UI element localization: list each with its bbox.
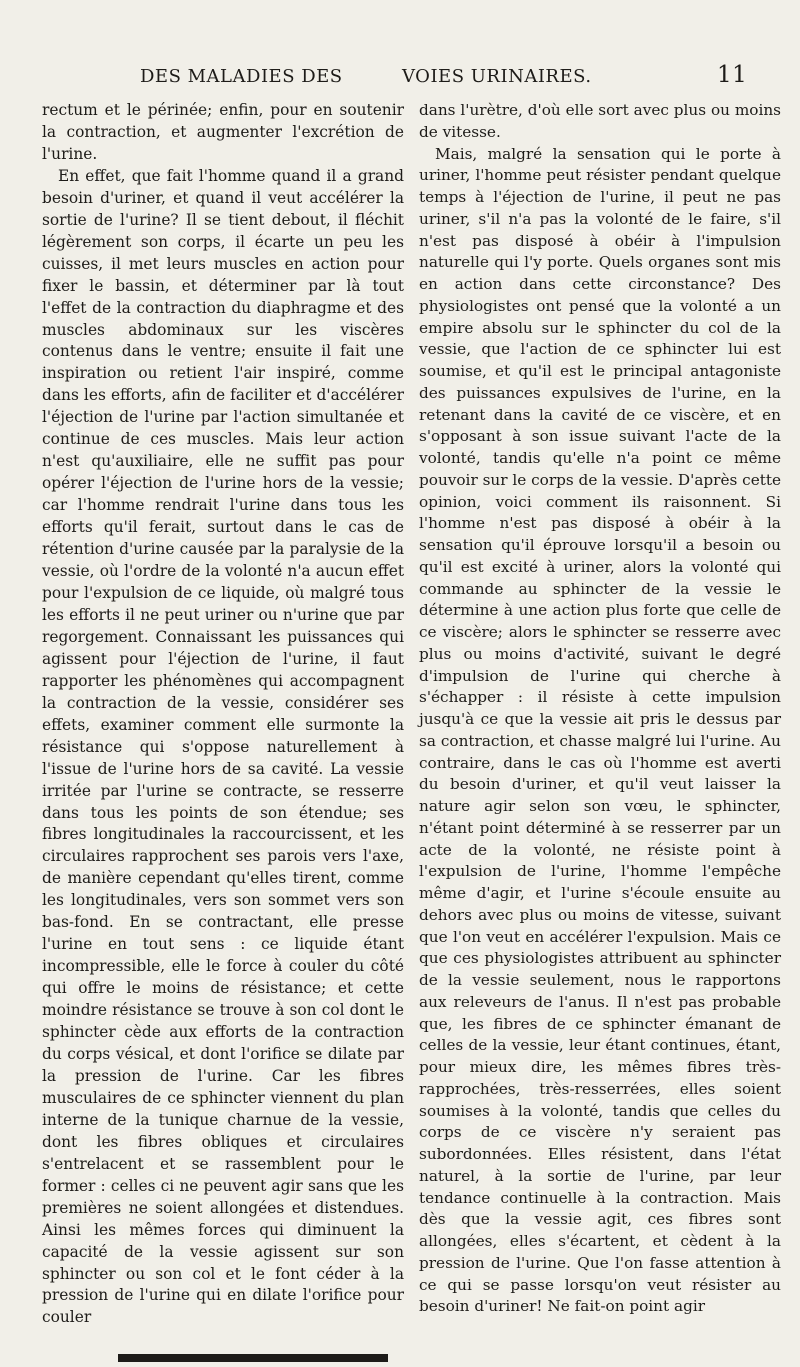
left-column — [42, 100, 404, 1329]
bottom-edge-mark — [118, 1354, 388, 1362]
right-column — [419, 100, 781, 1318]
paragraph: rectum et le périnée; enfin, pour en soutenir la contraction, et augmenter l'excrétion de l'urine. — [42, 101, 404, 163]
paragraph: En effet, que fait l'homme quand il a grand besoin d'uriner, et quand il veut accélérer la sortie de l'urine? Il se tient debout, il fléchit légèrement son corps, il écarte un peu les cuisses, il met leurs muscles en action pour fixer le bassin, et déterminer par là tout l'effet de la contraction du diaphragme et des muscles abdominaux sur les viscères contenus dans le ventre; ensuite il fait une inspiration ou retient l'air inspiré, comme dans les efforts, afin de faciliter et d'accélérer l'éjection de l'urine par l'action simultanée et continue de ces muscles. Mais leur action n'est qu'auxiliaire, elle ne suffit pas pour opérer l'éjection de l'urine hors de la vessie; car l'homme rendrait l'urine dans tous les efforts qu'il ferait, surtout dans le cas de rétention d'urine causée par la paralysie de la vessie, où l'ordre de la volonté n'a aucun effet pour l'expulsion de ce liquide, où malgré tous les efforts il ne peut uriner ou n'urine que par regorgement. Connaissant les puissances qui agissent pour l'éjection de l'urine, il faut rapporter les phénomènes qui accompagnent la contraction de la vessie, considérer ses effets, examiner comment elle surmonte la résistance qui s'oppose naturellement à l'issue de l'urine hors de sa cavité. La vessie irritée par l'urine se contracte, se resserre dans tous les points de son étendue; ses fibres longitudinales la raccourcissent, et les circulaires rapprochent ses parois vers l'axe, de manière cependant qu'elles tirent, comme les longitudinales, vers son sommet vers son bas-fond. En se contractant, elle presse l'urine en tout sens : ce liquide étant incompressible, elle le force à couler du côté qui offre le moins de résistance; et cette moindre résistance se trouve à son col dont le sphincter cède aux efforts de la contraction du corps vésical, et dont l'orifice se dilate par la pression de l'urine. Car les fibres musculaires de ce sphincter viennent du plan interne de la tunique charnue de la vessie, dont les fibres obliques et circulaires s'entrelacent et se rassemblent pour le former : celles ci ne peuvent agir sans que les premières ne soient allongées et distendues. Ainsi les mêmes forces qui diminuent la capacité de la vessie agissent sur son sphincter ou son col et le font céder à la pression de l'urine qui en dilate l'orifice pour couler — [42, 166, 404, 1327]
running-head-left: DES MALADIES DES — [140, 66, 343, 87]
running-head-right: VOIES URINAIRES. — [402, 66, 592, 87]
paragraph: dans l'urètre, d'où elle sort avec plus ou moins de vitesse. — [419, 101, 781, 141]
paragraph: Mais, malgré la sensation qui le porte à uriner, l'homme peut résister pendant quelque temps à l'éjection de l'urine, il peut ne pas uriner, s'il n'a pas la volonté de le faire, s'il n'est pas disposé à obéir à l'impulsion naturelle qui l'y porte. Quels organes sont mis en action dans cette circonstance? Des physiologistes ont pensé que la volonté a un empire absolu sur le sphincter du col de la vessie, que l'action de ce sphincter lui est soumise, et qu'il est le principal antagoniste des puissances expulsives de l'urine, en la retenant dans la cavité de ce viscère, et en s'opposant à son issue suivant l'acte de la volonté, tandis qu'elle n'a point ce même pouvoir sur le corps de la vessie. D'après cette opinion, voici comment ils raisonnent. Si l'homme n'est pas disposé à obéir à la sensation qu'il éprouve lorsqu'il a besoin ou qu'il est excité à uriner, alors la volonté qui commande au sphincter de la vessie le détermine à une action plus forte que celle de ce viscère; alors le sphincter se resserre avec plus ou moins d'activité, suivant le degré d'impulsion de l'urine qui cherche à s'échapper : il résiste à cette impulsion jusqu'à ce que la vessie ait pris le dessus par sa contraction, et chasse malgré lui l'urine. Au contraire, dans le cas où l'homme est averti du besoin d'uriner, et qu'il veut laisser la nature agir selon son vœu, le sphincter, n'étant point déterminé à se resserrer par un acte de la volonté, ne résiste point à l'expulsion de l'urine, l'homme l'empêche même d'agir, et l'urine s'écoule ensuite au dehors avec plus ou moins de vitesse, suivant que l'on veut en accélérer l'expulsion. Mais ce que ces physiologistes attribuent au sphincter de la vessie seulement, nous le rapportons aux releveurs de l'anus. Il n'est pas probable que, les fibres de ce sphincter émanant de celles de la vessie, leur étant continues, étant, pour mieux dire, les mêmes fibres très-rapprochées, très-resserrées, elles soient soumises à la volonté, tandis que celles du corps de ce viscère n'y seraient pas subordonnées. Elles résistent, dans l'état naturel, à la sortie de l'urine, par leur tendance continuelle à la contraction. Mais dès que la vessie agit, ces fibres sont allongées, elles s'écartent, et cèdent à la pression de l'urine. Que l'on fasse attention à ce qui se passe lorsqu'on veut résister au besoin d'uriner! Ne fait-on point agir — [419, 144, 782, 1316]
running-head — [0, 62, 800, 96]
page-number: 11 — [717, 62, 748, 88]
